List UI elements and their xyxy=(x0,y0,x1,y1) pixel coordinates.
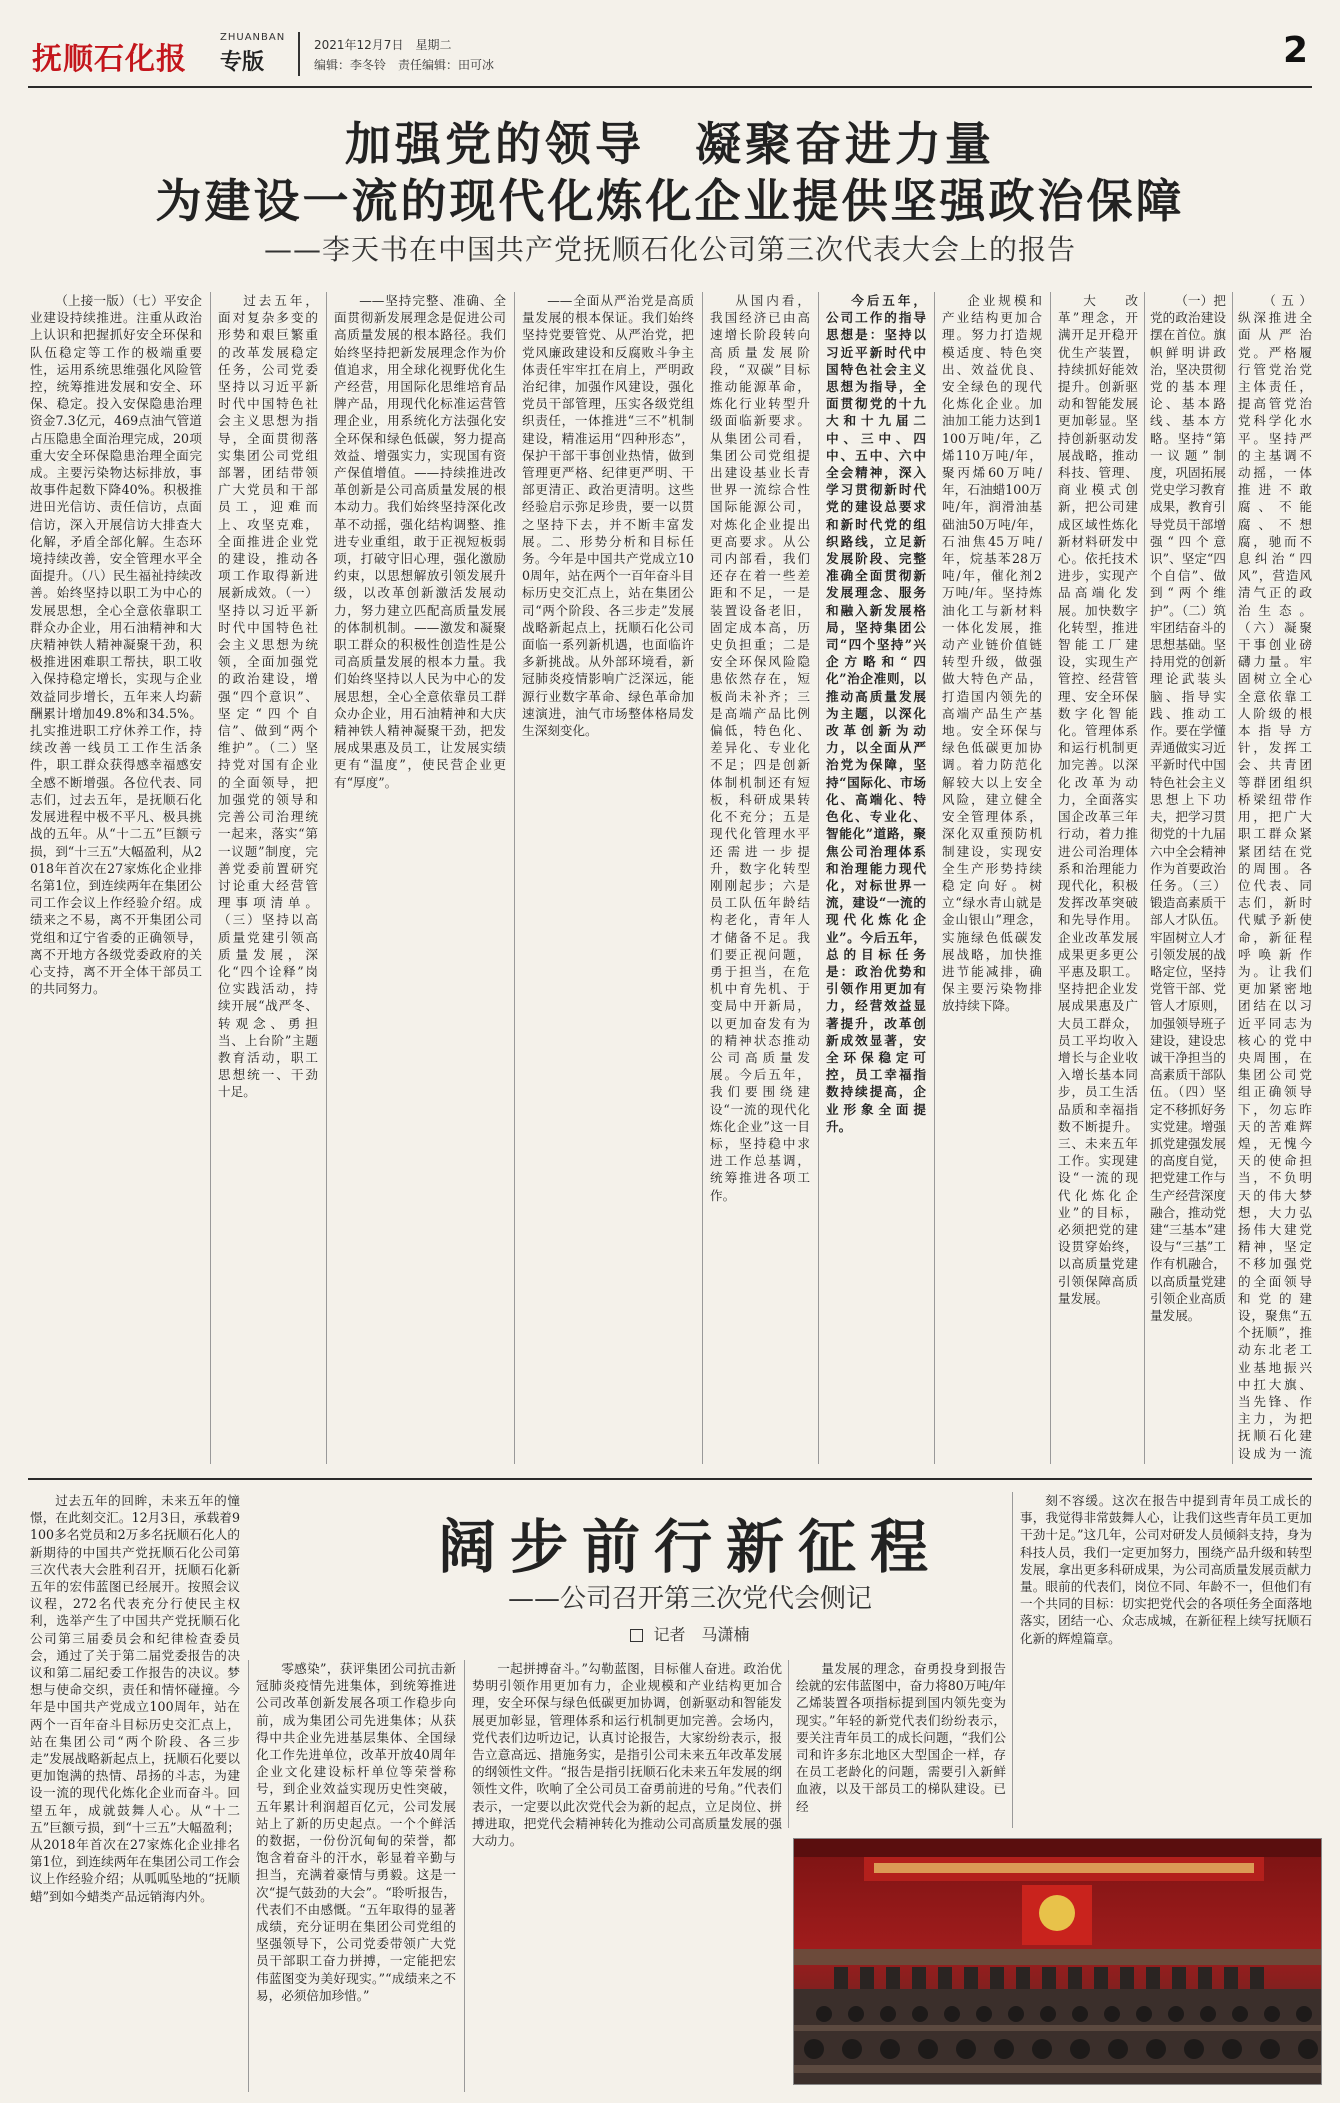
article1-paragraph: 今后五年，公司工作的指导思想是：坚持以习近平新时代中国特色社会主义思想为指导，全面贯彻党的十九大和十九届二中、三中、四中、五中、六中全会精神，深入学习贯彻新时代党的建设总要求和新时代党的组织路线，立足新发展阶段、完整准确全面贯彻新发展理念、服务和融入新发展格局，坚持集团公司“四个坚持”兴企方略和“四化”治企准则，以推动高质量发展为主题，以深化改革创新为动力，以全面从严治党为保障，坚持“国际化、市场化、高端化、特色化、专业化、智能化”道路，聚焦公司治理体系和治理能力现代化，对标世界一流，建设“一流的现代化炼化企业”。今后五年，总的目标任务是：政治优势和引领作用更加有力，经营效益显著提升，改革创新成效显著，安全环保稳定可控，员工幸福指数持续提高，企业形象全面提升。 xyxy=(826,293,926,1134)
article2-headline: 阔步前行新征程 xyxy=(437,1513,942,1581)
article-headline-line2: 为建设一流的现代化炼化企业提供坚强政治保障 xyxy=(155,174,1185,228)
section-label-en: ZHUANBAN xyxy=(220,32,286,43)
article1-column-3 xyxy=(334,292,506,1464)
byline-box-icon xyxy=(630,1629,643,1642)
article1-column-8 xyxy=(1058,292,1138,1464)
article2-column-5 xyxy=(1020,1492,1312,1828)
column-rule xyxy=(210,292,211,1464)
article1-column-10 xyxy=(1238,292,1312,1464)
column-rule xyxy=(818,292,819,1464)
article1-column-1 xyxy=(30,292,202,1464)
article1-column-2 xyxy=(218,292,318,1464)
article1-paragraph: （上接一版）（七）平安企业建设持续推进。注重从政治上认识和把握抓好安全环保和队伍稳定等工作的极端重要性，运用系统思维强化风险管控，统筹推进发展和安全、环保、稳定。投入安保隐患治理资金7.3亿元，469点油气管道占压隐患全面治理完成，20项重大安全环保隐患治理全面完成。主要污染物达标排放，事故事件起数下降40%。积极推进田光信访、责任信访，点面信访，深入开展信访大排查大化解，矛盾全部化解。生态环境持续改善，安全管理水平全面提升。（八）民生福祉持续改善。始终坚持以职工为中心的发展思想，全心全意依靠职工群众办企业，用石油精神和大庆精神铁人精神凝聚干劲，积极推进困难职工帮扶，职工收入保持稳定增长，实现与企业效益同步增长，五年来人均薪酬累计增加49.8%和34.5%。扎实推进职工疗休养工作，持续改善一线员工工作生活条件，职工群众获得感幸福感安全感不断增强。各位代表、同志们，过去五年，是抚顺石化发展进程中极不平凡、极具挑战的五年。从“十二五”巨额亏损，到“十三五”大幅盈利，从2018年首次在27家炼化企业排名第1位，到连续两年在集团公司工作会议上作经验介绍。成绩来之不易，离不开集团公司党组和辽宁省委的正确领导，离不开地方各级党委政府的关心支持，离不开全体干部员工的共同努力。 xyxy=(30,293,202,997)
article2-column-4 xyxy=(796,1660,1006,1828)
column-rule xyxy=(1050,292,1051,1464)
article1-column-5 xyxy=(710,292,810,1464)
masthead xyxy=(28,28,1312,88)
column-rule xyxy=(788,1660,789,1828)
section-label xyxy=(220,32,290,78)
article1-column-7 xyxy=(942,292,1042,1464)
conference-photo xyxy=(793,1838,1322,2085)
conference-photo-graphic xyxy=(794,1839,1321,2084)
article2-paragraph: 量发展的理念，奋勇投身到报告绘就的宏伟蓝图中，奋力将80万吨/年乙烯装置各项指标提到国内领先变为现实。”年轻的新党代表们纷纷表示，要关注青年员工的成长问题，“我们公司和许多东北地区大型国企一样，存在员工老龄化的问题，需要引入新鲜血液，以及干部员工的梯队建设。已经 xyxy=(796,1661,1006,1814)
article1-paragraph: 过去五年，面对复杂多变的形势和艰巨繁重的改革发展稳定任务，公司党委坚持以习近平新时代中国特色社会主义思想为指导，全面贯彻落实集团公司党组部署，团结带领广大党员和干部员工，迎难而上、攻坚克难，全面推进企业党的建设，推动各项工作取得新进展新成效。（一）坚持以习近平新时代中国特色社会主义思想为统领，全面加强党的政治建设，增强“四个意识”、坚定“四个自信”、做到“两个维护”。（二）坚持党对国有企业的全面领导，把加强党的领导和完善公司治理统一起来，落实“第一议题”制度，完善党委前置研究讨论重大经营管理事项清单。（三）坚持以高质量党建引领高质量发展，深化“四个诠释”岗位实践活动，持续开展“战严冬、转观念、勇担当、上台阶”主题教育活动，职工思想统一、干劲十足。 xyxy=(218,293,318,1100)
section-divider xyxy=(28,1478,1312,1480)
article2-column-1 xyxy=(30,1492,240,2092)
article1-column-4 xyxy=(522,292,694,1464)
byline-text: 记者 马潇楠 xyxy=(653,1625,750,1644)
column-rule xyxy=(326,292,327,1464)
article1-paragraph: （一）把党的政治建设摆在首位。旗帜鲜明讲政治，坚决贯彻党的基本理论、基本路线、基本方略。坚持“第一议题”制度，巩固拓展党史学习教育成果，教育引导党员干部增强“四个意识”、坚定“四个自信”、做到“两个维护”。（二）筑牢团结奋斗的思想基础。坚持用党的创新理论武装头脑、指导实践、推动工作。要在学懂弄通做实习近平新时代中国特色社会主义思想上下功夫，把学习贯彻党的十九届六中全会精神作为首要政治任务。（三）锻造高素质干部人才队伍。牢固树立人才引领发展的战略定位，坚持党管干部、党管人才原则，加强领导班子建设，建设忠诚干净担当的高素质干部队伍。（四）坚定不移抓好务实党建。增强抓党建强发展的高度自觉，把党建工作与生产经营深度融合，推动党建“三基本”建设与“三基”工作有机融合，以高质量党建引领企业高质量发展。 xyxy=(1150,293,1226,1323)
column-rule xyxy=(934,292,935,1464)
article2-paragraph: 零感染”，获评集团公司抗击新冠肺炎疫情先进集体，到统筹推进公司改革创新发展各项工作稳步向前，成为集团公司先进集体；从获得中共企业先进基层集体、全国绿化工作先进单位，改革开放40周年企业文化建设标杆单位等荣誉称号，到企业效益实现历史性突破，五年累计利润超百亿元，公司发展站上了新的历史起点。一个个鲜活的数据，一份份沉甸甸的荣誉，都饱含着奋斗的汗水，彰显着辛勤与担当，充满着豪情与勇毅。这是一次“提气鼓劲的大会”。“聆听报告，代表们不由感慨。“五年取得的显著成绩，充分证明在集团公司党组的坚强领导下，公司党委带领广大党员干部职工奋力拼搏，一定能把宏伟蓝图变为美好现实。”“成绩来之不易，必须倍加珍惜。” xyxy=(256,1661,456,2003)
article1-paragraph: （五）纵深推进全面从严治党。严格履行管党治党主体责任，提高管党治党科学化水平。坚持严的主基调不动摇，一体推进不敢腐、不能腐、不想腐，驰而不息纠治“四风”，营造风清气正的政治生态。（六）凝聚干事创业磅礴力量。牢固树立全心全意依靠工人阶级的根本指导方针，发挥工会、共青团等群团组织桥梁纽带作用，把广大职工群众紧紧团结在党的周围。各位代表、同志们，新时代赋予新使命，新征程呼唤新作为。让我们更加紧密地团结在以习近平同志为核心的党中央周围，在集团公司党组正确领导下，勿忘昨天的苦难辉煌，无愧今天的使命担当，不负明天的伟大梦想，大力弘扬伟大建党精神，坚定不移加强党的全面领导和党的建设，聚焦“五个抚顺”，推动东北老工业基地振兴中扛大旗、当先锋、作主力，为把抚顺石化建设成为一流 xyxy=(1238,293,1312,1461)
article1-paragraph: 大改革”理念，开满开足开稳开优生产装置，持续抓好能效提升。创新驱动和智能发展更加彰显。坚持创新驱动发展战略，推动科技、管理、商业模式创新，把公司建成区域性炼化新材料研发中心。依托技术进步，实现产品高端化发展。加快数字化转型，推进智能工厂建设，实现生产管控、经营管理、安全环保数字化智能化。管理体系和运行机制更加完善。以深化改革为动力，全面落实国企改革三年行动，着力推进公司治理体系和治理能力现代化，积极发挥改革突破和先导作用。企业改革发展成果更多更公平惠及职工。坚持把企业发展成果惠及广大员工群众，员工平均收入增长与企业收入增长基本同步，员工生活品质和幸福指数不断提升。三、未来五年工作。实现建设“一流的现代化炼化企业”的目标，必须把党的建设贯穿始终，以高质量党建引领保障高质量发展。 xyxy=(1058,293,1138,1306)
column-rule xyxy=(464,1660,465,2092)
section-label-cn: 专版 xyxy=(220,50,265,75)
column-rule xyxy=(1232,292,1233,1464)
article1-paragraph: 企业规模和产业结构更加合理。努力打造规模适度、特色突出、效益优良、安全绿色的现代化炼化企业。加油加工能力达到1100万吨/年，乙烯110万吨/年，聚丙烯60万吨/年，石油蜡100万吨/年，润滑油基础油50万吨/年，石油焦45万吨/年，烷基苯28万吨/年，催化剂2万吨/年。坚持炼油化工与新材料一体化发展，推动产业链价值链转型升级，做强做大特色产品，打造国内领先的高端产品生产基地。安全环保与绿色低碳更加协调。着力防范化解较大以上安全风险，建立健全安全管理体系，深化双重预防机制建设，实现安全生产形势持续稳定向好。树立“绿水青山就是金山银山”理念，实施绿色低碳发展战略，加快推进节能减排，确保主要污染物排放持续下降。 xyxy=(942,293,1042,1014)
article1-column-6 xyxy=(826,292,926,1464)
article2-column-2 xyxy=(256,1660,456,2092)
masthead-divider xyxy=(298,32,300,76)
article-headline-line1: 加强党的领导 凝聚奋进力量 xyxy=(345,117,995,171)
article1-paragraph: ——全面从严治党是高质量发展的根本保证。我们始终坚持党要管党、从严治党，把党风廉政建设和反腐败斗争主体责任牢牢扛在肩上，严明政治纪律，加强作风建设，强化党员干部管理，压实各级党组织责任，一体推进“三不”机制建设，精准运用“四种形态”，保护干部干事创业热情，做到管理更严格、纪律更严明、干部更清正、政治更清明。这些经验启示弥足珍贵，要一以贯之坚持下去，并不断丰富发展。二、形势分析和目标任务。今年是中国共产党成立100周年，站在两个一百年奋斗目标历史交汇点上，站在集团公司“两个阶段、各三步走”发展战略新起点上，抚顺石化公司面临一系列新机遇，也面临许多新挑战。从外部环境看，新冠肺炎疫情影响广泛深远，能源行业数字革命、绿色革命加速演进，油气市场整体格局发生深刻变化。 xyxy=(522,293,694,739)
article2-paragraph: 一起拼搏奋斗。”勾勒蓝图，目标催人奋进。政治优势明引领作用更加有力，企业规模和产业结构更加合理，安全环保与绿色低碳更加协调，创新驱动和智能发展更加彰显，管理体系和运行机制更加完善。会场内，党代表们边听边记，认真讨论报告，大家纷纷表示，报告立意高远、措施务实，是指引公司未来五年改革发展的纲领性文件。“报告是指引抚顺石化未来五年发展的纲领性文件，吹响了全公司员工奋勇前进的号角。”代表们表示，一定要以此次党代会为新的起点，立足岗位、拼搏进取，把党代会精神转化为推动公司高质量发展的强大动力。 xyxy=(472,1661,782,1849)
article1-column-9 xyxy=(1150,292,1226,1464)
editor-credits: 编辑：李冬铃 责任编辑：田可冰 xyxy=(314,58,495,72)
article-subheadline: ——李天书在中国共产党抚顺石化公司第三次代表大会上的报告 xyxy=(263,233,1076,266)
article2-paragraph: 过去五年的回眸，未来五年的憧憬，在此刻交汇。12月3日，承载着9100多名党员和2万多名抚顺石化人的新期待的中国共产党抚顺石化公司第三次代表大会胜利召开，抚顺石化新五年的宏伟蓝图已经展开。按照会议议程，272名代表充分行使民主权利，选举产生了中国共产党抚顺石化公司第三届委员会和纪律检查委员会，通过了关于第二届党委报告的决议和第二届纪委工作报告的决议。梦想与使命交织，责任和情怀碰撞。今年是中国共产党成立100周年，站在两个一百年奋斗目标历史交汇点上，站在集团公司“两个阶段、各三步走”发展战略新起点上，抚顺石化要以更加饱满的热情、昂扬的斗志，为建设一流的现代化炼化企业而奋斗。回望五年，成就鼓舞人心。从“十二五”巨额亏损，到“十三五”大幅盈利；从2018年首次在27家炼化企业排名第1位，到连续两年在集团公司工作会议上作经验介绍；从呱呱坠地的“抚顺蜡”到如今蜡类产品远销海内外。 xyxy=(30,1493,240,1904)
column-rule xyxy=(1144,292,1145,1464)
column-rule xyxy=(702,292,703,1464)
page-number: 2 xyxy=(1282,30,1308,71)
article2-byline xyxy=(380,1622,1000,1645)
article1-paragraph: ——坚持完整、准确、全面贯彻新发展理念是促进公司高质量发展的根本路径。我们始终坚持把新发展理念作为价值追求，用全球化视野优化生产经营，用国际化思维培育品牌产品，用现代化标准运营管理企业，用系统化方法强化安全环保和绿色低碳，努力提高效益、增强实力，实现国有资产保值增值。——持续推进改革创新是公司高质量发展的根本动力。我们始终坚持深化改革不动摇，强化结构调整、推进专业重组，敢于正视短板弱项，打破守旧心理，强化激励约束，以思想解放引领发展升级，以改革创新激活发展动力，努力建立匹配高质量发展的体制机制。——激发和凝聚职工群众的积极性创造性是公司高质量发展的根本力量。我们始终坚持以人民为中心的发展思想，全心全意依靠员工群众办企业，用石油精神和大庆精神铁人精神凝聚干劲，把发展成果惠及员工，让发展实绩更有“温度”，使民营企业更有“厚度”。 xyxy=(334,293,506,790)
article2-paragraph: 刻不容缓。这次在报告中提到青年员工成长的事，我觉得非常鼓舞人心，让我们这些青年员工更加干劲十足。”这几年，公司对研发人员倾斜支持，身为科技人员，我们一定更加努力，围绕产品升级和转型发展，拿出更多科研成果，为公司高质量发展贡献力量。眼前的代表们，岗位不同、年龄不一，但他们有一个共同的目标：切实把党代会的各项任务全面落地落实，团结一心、众志成城，在新征程上续写抚顺石化新的辉煌篇章。 xyxy=(1020,1493,1312,1646)
column-rule xyxy=(1012,1492,1013,1828)
article1-paragraph: 从国内看，我国经济已由高速增长阶段转向高质量发展阶段，“双碳”目标推动能源革命，炼化行业转型升级面临新要求。从集团公司看，集团公司党组提出建设基业长青世界一流综合性国际能源公司，对炼化企业提出更高要求。从公司内部看，我们还存在着一些差距和不足，一是装置设备老旧，固定成本高，历史负担重；二是安全环保风险隐患依然存在，短板尚未补齐；三是高端产品比例偏低，特色化、差异化、专业化不足；四是创新体制机制还有短板，科研成果转化不充分；五是现代化管理水平还需进一步提升，数字化转型刚刚起步；六是员工队伍年龄结构老化，青年人才储备不足。我们要正视问题，勇于担当，在危机中育先机、于变局中开新局，以更加奋发有为的精神状态推动公司高质量发展。今后五年，我们要围绕建设“一流的现代化炼化企业”这一目标，坚持稳中求进工作总基调，统筹推进各项工作。 xyxy=(710,293,810,1203)
column-rule xyxy=(514,292,515,1464)
issue-date: 2021年12月7日 星期二 xyxy=(314,38,452,52)
column-rule xyxy=(248,1660,249,2092)
article2-subheadline: ——公司召开第三次党代会侧记 xyxy=(507,1584,872,1614)
newspaper-logo: 抚顺石化报 xyxy=(32,42,187,77)
article2-column-3 xyxy=(472,1660,782,2092)
